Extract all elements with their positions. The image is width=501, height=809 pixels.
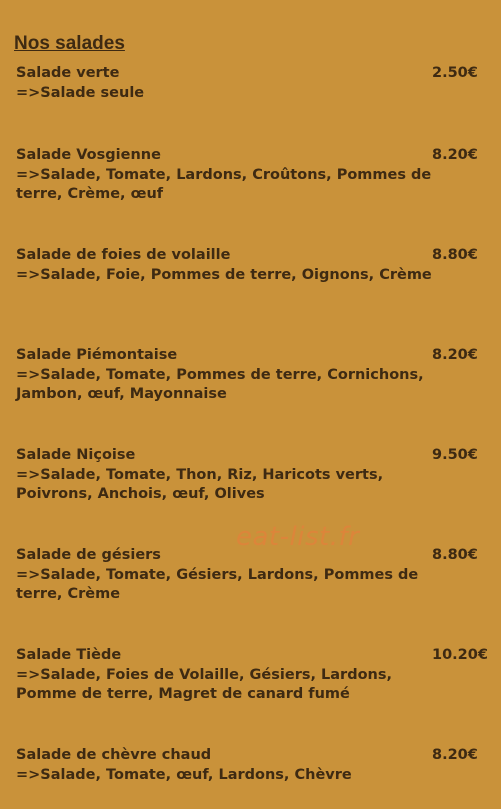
item-name: Salade Niçoise [16, 447, 136, 463]
item-price: 8.20€ [432, 147, 478, 163]
item-description: =>Salade, Foies de Volaille, Gésiers, Lardons, Pomme de terre, Magret de canard fumé [16, 667, 393, 702]
item-description: =>Salade, Tomate, Thon, Riz, Haricots verts, Poivrons, Anchois, œuf, Olives [16, 467, 384, 502]
item-price: 8.20€ [432, 747, 478, 763]
item-name: Salade de gésiers [16, 547, 161, 563]
item-price: 9.50€ [432, 447, 478, 463]
item-price: 10.20€ [432, 647, 488, 663]
item-description: =>Salade, Tomate, œuf, Lardons, Chèvre [16, 767, 352, 783]
item-description: =>Salade, Tomate, Pommes de terre, Cornichons, Jambon, œuf, Mayonnaise [16, 367, 424, 402]
item-name: Salade Piémontaise [16, 347, 178, 363]
item-description: =>Salade seule [16, 85, 145, 101]
item-price: 8.20€ [432, 347, 478, 363]
item-name: Salade de foies de volaille [16, 247, 231, 263]
item-description: =>Salade, Tomate, Gésiers, Lardons, Pommes de terre, Crème [16, 567, 419, 602]
page-title: Nos salades [14, 33, 125, 54]
watermark: eat-list.fr [236, 522, 360, 552]
item-name: Salade Tiède [16, 647, 122, 663]
item-price: 2.50€ [432, 65, 478, 81]
item-description: =>Salade, Tomate, Lardons, Croûtons, Pommes de terre, Crème, œuf [16, 167, 432, 202]
item-price: 8.80€ [432, 247, 478, 263]
item-price: 8.80€ [432, 547, 478, 563]
item-name: Salade verte [16, 65, 120, 81]
item-description: =>Salade, Foie, Pommes de terre, Oignons, Crème [16, 267, 432, 283]
item-name: Salade Vosgienne [16, 147, 161, 163]
item-name: Salade de chèvre chaud [16, 747, 212, 763]
